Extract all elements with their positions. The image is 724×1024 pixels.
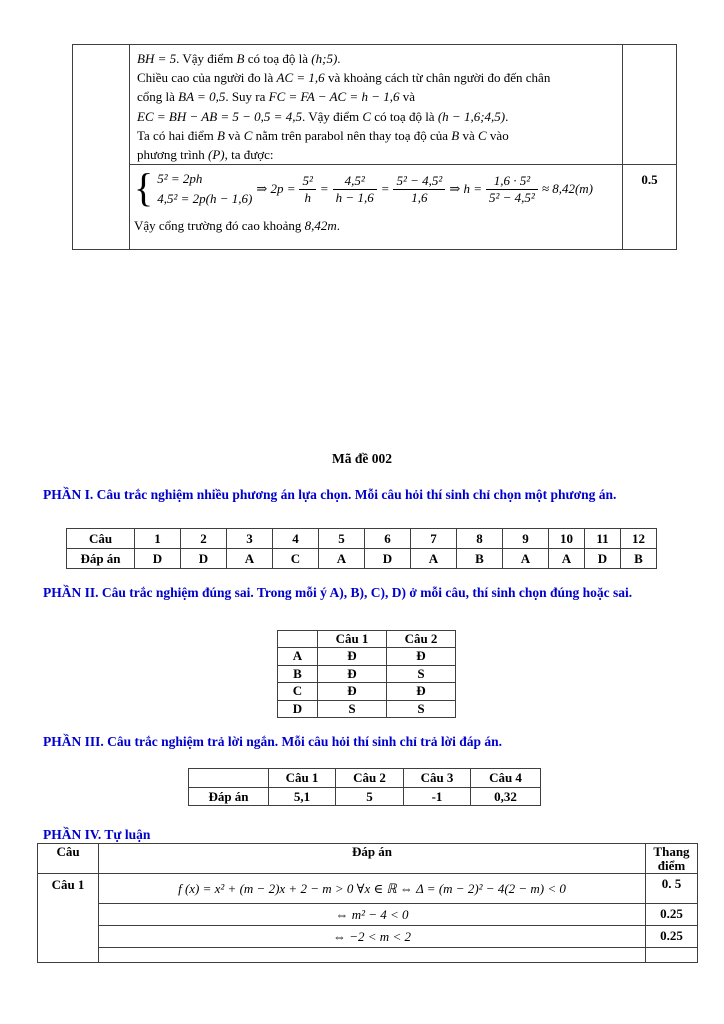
text-segment: . Suy ra	[225, 89, 269, 105]
table-row	[278, 683, 456, 700]
table-row	[189, 787, 541, 806]
text-segment: .	[505, 108, 509, 124]
text-segment: . Vậy điểm	[301, 108, 363, 124]
essay-formula-cell: ⇔ −2 < m < 2	[99, 926, 646, 948]
essay-score-cell	[646, 948, 698, 963]
solution-text-line	[137, 87, 616, 106]
question-number-cell: 12	[621, 529, 657, 549]
fraction	[393, 173, 445, 207]
math-segment: 8,42m	[304, 217, 337, 233]
answer-cell: 5,1	[269, 787, 336, 806]
corner-blank-cell	[278, 631, 318, 648]
answer-cell: Đ	[387, 648, 456, 665]
solution-text-line	[137, 126, 616, 145]
row-label-cell: Câu	[67, 529, 135, 549]
part1-heading: PHẦN I. Câu trắc nghiệm nhiều phương án lựa chọn. Mỗi câu hỏi thí sinh chỉ chọn một phương án.	[43, 487, 617, 502]
answer-cell: D	[365, 549, 411, 569]
text-segment: nằm trên parabol nên thay toạ độ của	[252, 127, 452, 143]
solution-text-line	[137, 107, 616, 126]
question-number-cell: 8	[457, 529, 503, 549]
part2-heading: PHẦN II. Câu trắc nghiệm đúng sai. Trong mỗi ý A), B), C), D) ở mỗi câu, thí sinh chọn đúng hoặc sai.	[43, 585, 633, 600]
table-row	[278, 700, 456, 717]
table-row	[278, 631, 456, 648]
text-segment: .	[336, 217, 340, 233]
text-segment: phương trình	[137, 147, 208, 163]
fraction	[333, 173, 377, 207]
question-number-cell: 1	[135, 529, 181, 549]
answer-cell: A	[319, 549, 365, 569]
answer-cell: A	[411, 549, 457, 569]
math-segment: BA = 0,5	[178, 89, 226, 105]
question-number-cell: 7	[411, 529, 457, 549]
part2-truefalse-table	[277, 630, 456, 718]
text-segment: Chiều cao của người đo là	[137, 70, 277, 86]
table-row	[67, 549, 657, 569]
column-header-cell: Thang điểm	[646, 844, 698, 874]
corner-blank-cell	[189, 769, 269, 788]
answer-cell: C	[273, 549, 319, 569]
row-label-cell: Đáp án	[189, 787, 269, 806]
math-segment: FC = FA − AC = h − 1,6	[268, 89, 400, 105]
text-segment: .	[337, 51, 341, 66]
column-header-cell: Câu 2	[387, 631, 456, 648]
question-number-cell: 3	[227, 529, 273, 549]
essay-question-cell: Câu 1	[38, 874, 99, 963]
math-segment: AC = 1,6	[276, 70, 325, 86]
answer-cell: B	[621, 549, 657, 569]
text-segment: Vậy cổng trường đó cao khoảng	[134, 217, 305, 233]
column-header-cell: Câu 4	[471, 769, 541, 788]
question-number-cell: 5	[319, 529, 365, 549]
row-label-cell: C	[278, 683, 318, 700]
text-segment: và	[224, 127, 244, 143]
question-number-cell: 6	[365, 529, 411, 549]
column-header-cell: Đáp án	[99, 844, 646, 874]
system-line: 4,5² = 2p(h − 1,6)	[157, 191, 253, 207]
system-brace: {	[134, 165, 154, 211]
table-row	[278, 648, 456, 665]
answer-cell: D	[181, 549, 227, 569]
essay-formula-cell: f (x) = x² + (m − 2)x + 2 − m > 0 ∀x ∈ ℝ ⇔ Δ = (m − 2)² − 4(2 − m) < 0	[99, 874, 646, 904]
fraction	[486, 173, 538, 207]
table-row	[278, 665, 456, 682]
fraction	[299, 173, 315, 207]
part3-short-answer-table	[188, 768, 541, 806]
math-segment: B	[451, 127, 460, 143]
answer-cell: Đ	[318, 665, 387, 682]
score-cell: 0.5	[623, 165, 677, 250]
derivation-row	[134, 165, 622, 211]
solution-left-blank-cell	[73, 45, 130, 250]
solution-conclusion	[134, 218, 622, 234]
text-segment: cổng là	[137, 89, 179, 105]
column-header-cell: Câu 1	[318, 631, 387, 648]
table-row	[38, 874, 698, 904]
answer-cell: -1	[404, 787, 471, 806]
solution-text-cell	[130, 45, 623, 165]
exam-code-title: Mã đề 002	[332, 451, 392, 466]
part4-essay-table	[37, 843, 698, 963]
math-segment: EC = BH − AB = 5 − 0,5 = 4,5	[137, 108, 302, 124]
implies-arrow: ⇒ 2p =	[256, 181, 296, 197]
table-row	[38, 948, 698, 963]
row-label-cell: B	[278, 665, 318, 682]
system-line: 5² = 2ph	[157, 171, 203, 187]
question-number-cell: 2	[181, 529, 227, 549]
answer-cell: S	[387, 665, 456, 682]
fraction-denominator: 5² − 4,5²	[488, 189, 535, 205]
solution-formula-cell	[130, 165, 623, 250]
column-header-cell: Câu 3	[404, 769, 471, 788]
fraction-denominator: 1,6	[411, 189, 428, 205]
solution-text-line	[137, 145, 616, 164]
fraction-denominator: h	[304, 189, 311, 205]
math-segment: B	[236, 51, 245, 66]
math-segment: BH = 5	[137, 51, 177, 66]
math-segment: C	[243, 127, 253, 143]
equals-sign: =	[380, 181, 390, 197]
fraction-numerator: 5²	[299, 173, 315, 190]
math-segment: (h;5)	[311, 51, 338, 66]
math-segment: C	[362, 108, 372, 124]
question-number-cell: 4	[273, 529, 319, 549]
answer-cell: 0,32	[471, 787, 541, 806]
math-segment: (P)	[207, 147, 225, 163]
question-number-cell: 9	[503, 529, 549, 549]
question-number-cell: 10	[549, 529, 585, 549]
answer-cell: A	[503, 549, 549, 569]
essay-score-cell: 0. 5	[646, 874, 698, 904]
table-row	[38, 844, 698, 874]
text-segment: và	[459, 127, 478, 143]
implies-arrow: ⇒ h =	[449, 181, 482, 197]
fraction-denominator: h − 1,6	[335, 189, 374, 205]
row-label-cell: Đáp án	[67, 549, 135, 569]
text-segment: vào	[486, 127, 509, 143]
solution-table	[72, 44, 677, 250]
answer-cell: D	[585, 549, 621, 569]
math-segment: B	[216, 127, 225, 143]
fraction-numerator: 1,6 · 5²	[486, 173, 538, 190]
approx-result: ≈ 8,42(m)	[541, 181, 593, 197]
essay-score-cell: 0.25	[646, 904, 698, 926]
text-segment: và	[399, 89, 416, 105]
essay-score-cell: 0.25	[646, 926, 698, 948]
part3-heading: PHẦN III. Câu trắc nghiệm trả lời ngắn. Mỗi câu hỏi thí sinh chỉ trả lời đáp án.	[43, 734, 502, 749]
answer-cell: S	[318, 700, 387, 717]
answer-cell: B	[457, 549, 503, 569]
answer-cell: S	[387, 700, 456, 717]
equation-system	[157, 169, 252, 209]
text-segment: . Vậy điểm	[176, 51, 237, 66]
answer-cell: A	[549, 549, 585, 569]
table-row	[38, 926, 698, 948]
essay-formula-cell: ⇔ m² − 4 < 0	[99, 904, 646, 926]
math-segment: (h − 1,6;4,5)	[437, 108, 506, 124]
row-label-cell: D	[278, 700, 318, 717]
question-number-cell: 11	[585, 529, 621, 549]
part4-heading: PHẦN IV. Tự luận	[43, 827, 151, 842]
answer-cell: Đ	[318, 683, 387, 700]
text-segment: Ta có hai điểm	[137, 127, 217, 143]
part1-answer-table	[66, 528, 657, 569]
row-label-cell: A	[278, 648, 318, 665]
text-segment: có toạ độ là	[244, 51, 312, 66]
answer-cell: A	[227, 549, 273, 569]
solution-text-line	[137, 49, 616, 68]
text-segment: , ta được:	[224, 147, 274, 163]
table-row	[38, 904, 698, 926]
column-header-cell: Câu	[38, 844, 99, 874]
fraction-numerator: 4,5²	[333, 173, 377, 190]
answer-cell: 5	[336, 787, 404, 806]
fraction-numerator: 5² − 4,5²	[393, 173, 445, 190]
math-segment: C	[478, 127, 487, 143]
text-segment: có toạ độ là	[371, 108, 438, 124]
score-cell-blank	[623, 45, 677, 165]
table-row	[189, 769, 541, 788]
column-header-cell: Câu 1	[269, 769, 336, 788]
equals-sign: =	[319, 181, 329, 197]
answer-cell: D	[135, 549, 181, 569]
column-header-cell: Câu 2	[336, 769, 404, 788]
essay-formula-cell	[99, 948, 646, 963]
text-segment: và khoảng cách từ chân người đo đến chân	[324, 70, 551, 86]
solution-text-line	[137, 68, 616, 87]
answer-cell: Đ	[387, 683, 456, 700]
answer-cell: Đ	[318, 648, 387, 665]
table-row	[67, 529, 657, 549]
